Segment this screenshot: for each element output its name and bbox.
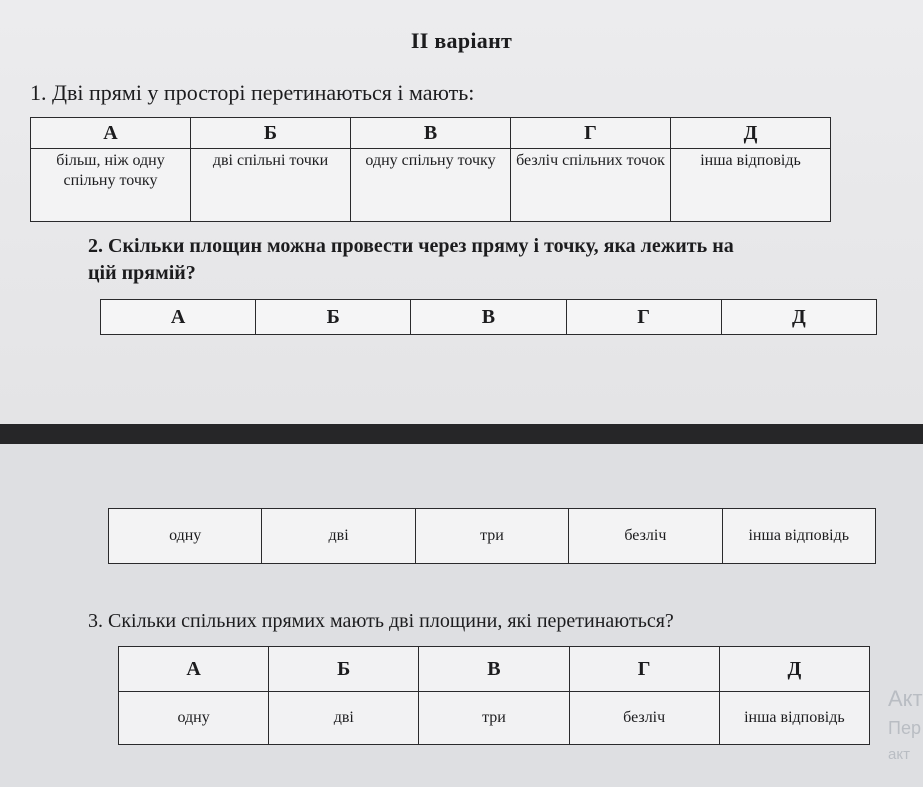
option-h: безліч — [569, 692, 719, 745]
table-options-row — [31, 149, 831, 222]
header-b: Б — [256, 300, 411, 335]
activation-watermark-line-1: Акт — [888, 686, 923, 711]
page-title: II варіант — [410, 28, 513, 53]
option-h: безліч спільних точок — [511, 149, 671, 222]
question-2-line-1: 2. Скільки площин можна провести через пряму і точку, яка лежить на — [88, 235, 734, 257]
option-v: три — [415, 509, 568, 564]
option-a: більш, ніж одну спільну точку — [31, 149, 191, 222]
header-v: В — [351, 118, 511, 149]
table-header-row — [119, 647, 870, 692]
header-d: Д — [721, 300, 876, 335]
header-a: А — [119, 647, 269, 692]
header-b: Б — [269, 647, 419, 692]
header-d: Д — [671, 118, 831, 149]
option-h: безліч — [569, 509, 722, 564]
question-1-text: 1. Дві прямі у просторі перетинаються і мають: — [30, 80, 475, 105]
question-2-header-table — [100, 299, 877, 335]
option-b: дві — [269, 692, 419, 745]
header-v: В — [411, 300, 566, 335]
header-a: А — [31, 118, 191, 149]
header-b: Б — [191, 118, 351, 149]
question-2-line-2: цій прямій? — [88, 262, 196, 284]
activation-watermark-line-2: Пер — [888, 718, 921, 738]
option-a: одну — [119, 692, 269, 745]
header-v: В — [419, 647, 569, 692]
option-d: інша відповідь — [722, 509, 875, 564]
option-v: одну спільну точку — [351, 149, 511, 222]
photo-fold-band — [0, 424, 923, 444]
table-options-row — [109, 509, 876, 564]
table-options-row — [119, 692, 870, 745]
question-2-text — [88, 233, 734, 287]
option-b: дві — [262, 509, 415, 564]
table-header-row — [101, 300, 877, 335]
question-1-answer-table — [30, 117, 831, 222]
header-a: А — [101, 300, 256, 335]
option-d: інша відповідь — [719, 692, 869, 745]
header-h: Г — [511, 118, 671, 149]
header-d: Д — [719, 647, 869, 692]
question-2-options-table — [108, 508, 876, 564]
option-a: одну — [109, 509, 262, 564]
option-b: дві спільні точки — [191, 149, 351, 222]
header-h: Г — [569, 647, 719, 692]
option-d: інша відповідь — [671, 149, 831, 222]
question-3-text: 3. Скільки спільних прямих мають дві площини, які перетинаються? — [88, 610, 674, 632]
activation-watermark-line-3: акт — [888, 746, 910, 763]
table-header-row — [31, 118, 831, 149]
header-h: Г — [566, 300, 721, 335]
option-v: три — [419, 692, 569, 745]
question-3-answer-table — [118, 646, 870, 745]
